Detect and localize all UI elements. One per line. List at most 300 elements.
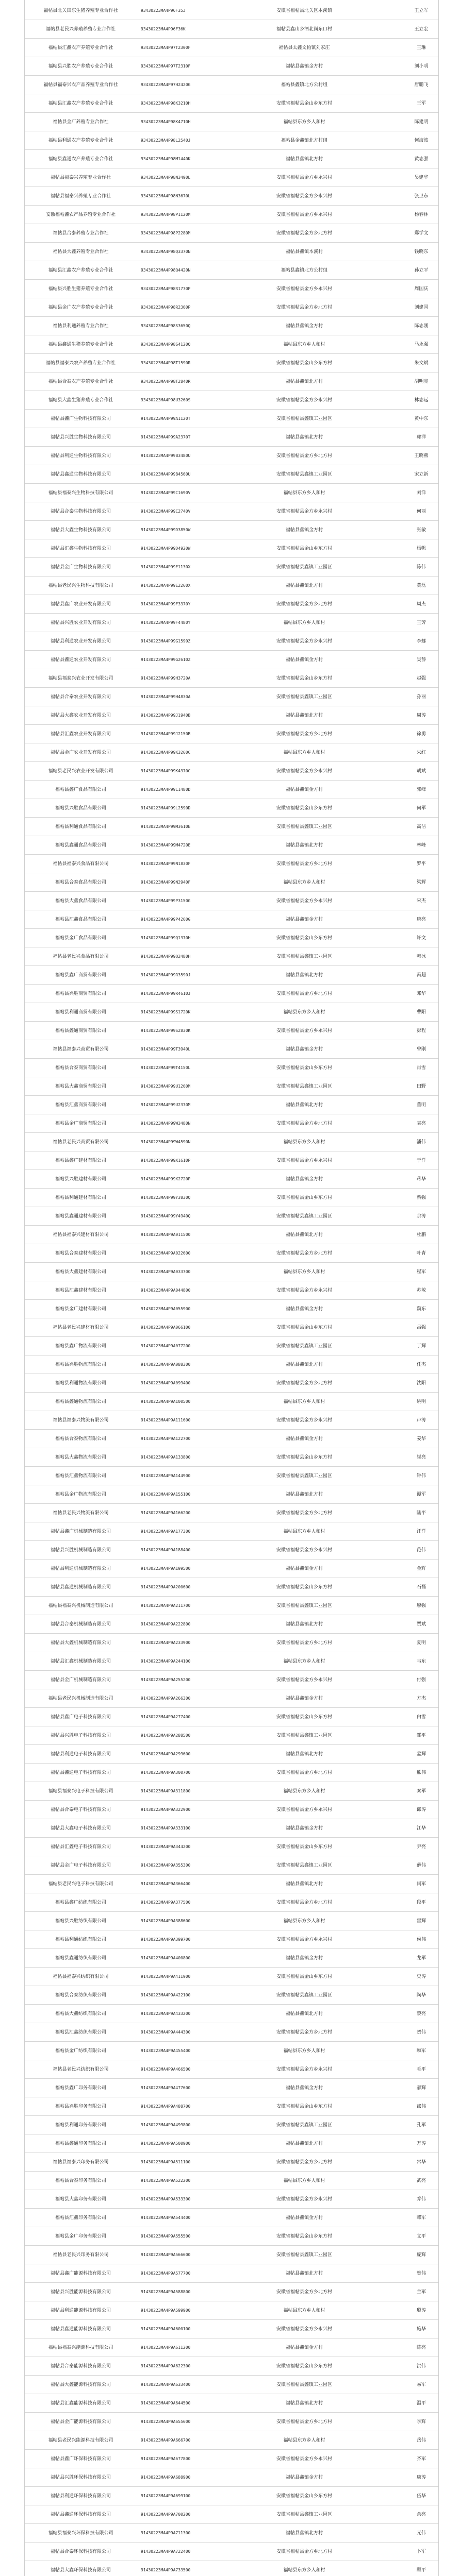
legal-representative: 温平 [416, 2400, 426, 2405]
legal-representative: 郭峰 [416, 786, 426, 792]
company-address: 福帖县鑫镇金方村 [285, 1955, 323, 1960]
credit-code: 91430223MA4P99Y4940Q [141, 1213, 191, 1218]
credit-code: 93430223MA4P98P2280M [141, 230, 191, 235]
table-row [25, 2394, 438, 2413]
legal-representative: 张敏 [416, 527, 426, 532]
company-name: 福帖县合泰农产养殖专业合作社 [48, 378, 113, 384]
credit-code: 91430223MA4P9A122700 [141, 1436, 191, 1441]
credit-code: 91430223MA4P9A299600 [141, 1751, 191, 1756]
legal-representative: 袁亮 [416, 1120, 426, 1126]
company-address: 福帖县鑫镇金方村 [285, 2084, 323, 2090]
company-name: 福帖县兴胜建材有限公司 [55, 1176, 106, 1181]
credit-code: 91430223MA4P99G2610Z [141, 657, 191, 662]
table-row [25, 595, 438, 614]
credit-code: 91430223MA4P9A422100 [141, 1992, 191, 1997]
legal-representative: 钟伟 [416, 1472, 426, 1478]
legal-representative: 赵强 [416, 675, 426, 681]
credit-code: 91430223MA4P99M3610E [141, 824, 191, 829]
legal-representative: 苏敏 [416, 1287, 426, 1293]
credit-code: 91430223MA4P9A399700 [141, 1937, 191, 1942]
company-address: 福帖县东方乡人和村 [283, 2567, 325, 2572]
company-name: 福帖县福泰兴建材有限公司 [53, 1231, 109, 1237]
credit-code: 91430223MA4P99Q2480H [141, 954, 191, 959]
legal-representative: 康涛 [416, 2474, 426, 2480]
legal-representative: 黄志强 [414, 156, 429, 161]
credit-code: 93430223MA4P98T1590R [141, 360, 191, 365]
company-name: 福帖县福泰兴环保科技有限公司 [48, 2530, 113, 2535]
company-address: 福帖县鑫镇北方村 [285, 1101, 323, 1107]
company-name: 福帖县老民兴农业开发有限公司 [48, 768, 113, 773]
table-row [25, 353, 438, 372]
table-row [25, 1615, 438, 1634]
company-name: 福帖县大鑫生猪养殖专业合作社 [48, 397, 113, 402]
company-address: 福帖县鑫镇北方村 [285, 1751, 323, 1756]
credit-code: 91430223MA4P99B3480U [141, 453, 191, 458]
table-row [25, 1448, 438, 1467]
legal-representative: 殷涛 [416, 2307, 426, 2313]
credit-code: 91430223MA4P9A677800 [141, 2456, 191, 2461]
company-address: 福帖县鑫镇金方村 [285, 1046, 323, 1052]
company-name: 福帖县利通环保科技有限公司 [50, 2493, 111, 2498]
company-address: 安徽省福帖县金方乡永兴村 [276, 1157, 332, 1163]
company-address: 安徽省福帖县金方乡永兴村 [276, 2066, 332, 2072]
credit-code: 91430223MA4P9A433200 [141, 2011, 191, 2016]
legal-representative: 李娜 [416, 638, 426, 643]
legal-representative: 季辉 [416, 2418, 426, 2424]
company-name: 福帖县合泰电子科技有限公司 [50, 1806, 111, 1812]
table-row [25, 2523, 438, 2543]
credit-code: 91430223MA4P99T4150L [141, 1065, 191, 1070]
credit-code: 91430223MA4P9A199500 [141, 1566, 191, 1571]
credit-code: 93430223MA4P98Q4420N [141, 267, 191, 273]
company-name: 福帖县利通能源科技有限公司 [50, 2307, 111, 2313]
table-row [25, 632, 438, 651]
company-address: 安徽省福帖县金方乡北方村 [276, 1510, 332, 1515]
credit-code: 91430223MA4P99Q1370H [141, 935, 191, 940]
company-address: 安徽省福帖县金山乡东方村 [276, 805, 332, 810]
legal-representative: 宋杰 [416, 897, 426, 903]
credit-code: 91430223MA4P9A722400 [141, 2549, 191, 2554]
company-name: 福帖县大鑫建材有限公司 [55, 1268, 106, 1274]
table-row [25, 1207, 438, 1226]
legal-representative: 王晓燕 [414, 452, 429, 458]
legal-representative: 马永强 [414, 341, 429, 347]
company-name: 福帖县鑫广机械制造有限公司 [50, 1528, 111, 1534]
company-address: 福帖县东方乡人和村 [283, 749, 325, 755]
company-name: 福帖县合泰纺织有限公司 [55, 1992, 106, 1997]
company-address: 福帖县东方乡人和村 [283, 2047, 325, 2053]
table-row [25, 1670, 438, 1689]
company-name: 福帖县合泰建材有限公司 [55, 1250, 106, 1256]
credit-code: 91430223MA4P9A266300 [141, 1696, 191, 1701]
table-row [25, 1578, 438, 1597]
company-name: 福帖县鑫广建材有限公司 [55, 1157, 106, 1163]
company-name: 福帖县汇鑫农产养殖专业合作社 [48, 267, 113, 273]
company-address: 安徽省福帖县金方乡北方村 [276, 452, 332, 458]
credit-code: 91430223MA4P9A477600 [141, 2085, 191, 2090]
legal-representative: 田野 [416, 1083, 426, 1089]
company-name: 福帖县福泰兴农业开发有限公司 [48, 675, 113, 681]
company-name: 福帖县福泰兴食品有限公司 [53, 860, 109, 866]
table-row [25, 2486, 438, 2505]
company-name: 福帖县福泰兴农产养殖专业合作社 [45, 360, 116, 365]
company-address: 安徽省福帖县金山乡东方村 [276, 545, 332, 551]
company-address: 安徽省福帖县金山乡东方村 [276, 1973, 332, 1979]
company-name: 福帖县兴胜机械制造有限公司 [50, 1547, 111, 1552]
table-row [25, 1114, 438, 1133]
company-address: 福帖县鑫镇北方村 [285, 2530, 323, 2535]
company-name: 福帖县大鑫印务有限公司 [55, 2196, 106, 2201]
company-address: 安徽省福帖县鑫镇工业园区 [276, 953, 332, 959]
table-row [25, 910, 438, 929]
company-address: 福帖县东方乡人和村 [283, 1398, 325, 1404]
legal-representative: 侯伟 [416, 1936, 426, 1942]
legal-representative: 施华 [416, 2326, 426, 2331]
company-name: 福帖县老民兴养殖养殖专业合作社 [45, 26, 116, 31]
table-row [25, 1095, 438, 1114]
credit-code: 91430223MA4P99A2370T [141, 434, 191, 439]
legal-representative: 汪洋 [416, 1528, 426, 1534]
table-row [25, 2023, 438, 2042]
company-name: 福帖县鑫通电子科技有限公司 [50, 1769, 111, 1775]
company-address: 安徽省福帖县金方乡永兴村 [276, 1676, 332, 1682]
company-name: 福帖县鑫通纺织有限公司 [55, 1955, 106, 1960]
table-row [25, 576, 438, 595]
credit-code: 91430223MA4P9A244100 [141, 1658, 191, 1664]
credit-code: 91430223MA4P99U2370M [141, 1102, 191, 1107]
table-row [25, 2208, 438, 2227]
legal-representative: 吴静 [416, 656, 426, 662]
company-address: 安徽省福帖县鑫镇工业园区 [276, 2251, 332, 2257]
company-name: 福帖县鑫广纺织有限公司 [55, 1899, 106, 1905]
company-address: 安徽省福帖县金方乡永兴村 [276, 1547, 332, 1552]
company-name: 福帖县鑫广能源科技有限公司 [50, 2270, 111, 2276]
credit-code: 91430223MA4P9A211700 [141, 1603, 191, 1608]
company-address: 福帖县鑫镇北方村 [285, 156, 323, 161]
table-row [25, 2338, 438, 2357]
legal-representative: 段平 [416, 1899, 426, 1905]
legal-representative: 陈志刚 [414, 323, 429, 328]
table-row [25, 1540, 438, 1560]
company-address: 福帖县东方乡人和村 [283, 1658, 325, 1664]
company-name: 福帖县利通建材有限公司 [55, 1194, 106, 1200]
table-row [25, 2171, 438, 2190]
company-address: 福帖县东方乡人和村 [283, 1788, 325, 1793]
credit-code: 91430223MA4P9A511100 [141, 2159, 191, 2164]
company-name: 福帖县北关田东生猪养殖专业合作社 [43, 7, 118, 13]
table-row [25, 1819, 438, 1838]
legal-representative: 郭洋 [416, 434, 426, 439]
legal-representative: 周国庆 [414, 285, 429, 291]
legal-representative: 程军 [416, 1268, 426, 1274]
table-row [25, 1466, 438, 1485]
table-row [25, 2153, 438, 2172]
company-name: 福帖县福泰兴能源科技有限公司 [48, 2344, 113, 2350]
legal-representative: 兰军 [416, 2289, 426, 2294]
company-address: 安徽省福帖县鑫镇工业园区 [276, 1992, 332, 1997]
legal-representative: 韩冰 [416, 953, 426, 959]
legal-representative: 许文 [416, 935, 426, 940]
company-name: 福帖县利通机械制造有限公司 [50, 1565, 111, 1571]
table-row [25, 1132, 438, 1151]
company-address: 福帖县鑫镇北方村 [285, 2140, 323, 2146]
company-name: 福帖县利通食品有限公司 [55, 823, 106, 829]
company-address: 福帖县鑫镇北方村 [285, 582, 323, 588]
company-name: 福帖县兴胜食品有限公司 [55, 805, 106, 810]
credit-code: 93430223MA4P98S4120Q [141, 342, 191, 347]
company-name: 福帖县金广纺织有限公司 [55, 2047, 106, 2053]
company-address: 安徽省福帖县鑫镇工业园区 [276, 1862, 332, 1868]
company-name: 福帖县金广印务有限公司 [55, 2233, 106, 2239]
company-address: 安徽省福帖县鑫镇工业园区 [276, 1213, 332, 1218]
legal-representative: 贾斌 [416, 1621, 426, 1626]
table-row [25, 2412, 438, 2431]
legal-representative: 孙立平 [414, 267, 429, 273]
table-row [25, 2245, 438, 2264]
credit-code: 91430223MA4P9A588800 [141, 2289, 191, 2294]
company-address: 安徽省福帖县金方乡永兴村 [276, 508, 332, 514]
credit-code: 91430223MA4P9A711300 [141, 2530, 191, 2535]
company-name: 福帖县利通农业开发有限公司 [50, 638, 111, 643]
company-address: 安徽省福帖县金山乡东方村 [276, 2363, 332, 2368]
legal-representative: 王芳 [416, 619, 426, 625]
company-name: 福帖县老民兴建材有限公司 [53, 1324, 109, 1330]
company-address: 福帖县鑫镇北方村 [285, 2400, 323, 2405]
company-name: 福帖县鑫广物流有限公司 [55, 1343, 106, 1348]
company-name: 福帖县金广物流有限公司 [55, 1491, 106, 1497]
company-name: 福帖县兴胜物流有限公司 [55, 1361, 106, 1367]
company-name: 福帖县利通养殖专业合作社 [53, 323, 109, 328]
credit-code: 91430223MA4P99C2740V [141, 509, 191, 514]
table-row [25, 2134, 438, 2153]
table-row [25, 1281, 438, 1300]
company-name: 福帖县鑫通食品有限公司 [55, 842, 106, 848]
company-address: 安徽省福帖县金方乡北方村 [276, 601, 332, 606]
credit-code: 91430223MA4P99P3150G [141, 898, 191, 903]
table-row [25, 1225, 438, 1244]
company-address: 安徽省福帖县鑫镇工业园区 [276, 1602, 332, 1608]
credit-code: 91430223MA4P99X2720P [141, 1176, 191, 1181]
legal-representative: 卜军 [416, 2548, 426, 2554]
company-address: 福帖县鑫镇北方公村组 [281, 81, 327, 87]
table-row [25, 2468, 438, 2487]
company-name: 福帖县汇鑫食品有限公司 [55, 916, 106, 922]
table-row [25, 669, 438, 688]
table-row [25, 724, 438, 743]
legal-representative: 江华 [416, 1825, 426, 1831]
table-row [25, 483, 438, 502]
table-row [25, 687, 438, 706]
company-address: 安徽省福帖县金方乡永兴村 [276, 768, 332, 773]
table-row [25, 891, 438, 910]
legal-representative: 范伟 [416, 1547, 426, 1552]
credit-code: 91430223MA4P99D4920W [141, 546, 191, 551]
company-name: 福帖县鑫广印务有限公司 [55, 2084, 106, 2090]
table-row [25, 1689, 438, 1708]
legal-representative: 孔军 [416, 2122, 426, 2127]
table-row [25, 2357, 438, 2376]
credit-code: 91430223MA4P9A044800 [141, 1287, 191, 1293]
company-name: 福帖县鑫通环保科技有限公司 [50, 2511, 111, 2517]
credit-code: 93430223MA4P98N3490L [141, 175, 191, 180]
company-name: 福帖县大鑫农业开发有限公司 [50, 712, 111, 718]
company-address: 福帖县东方乡人和村 [283, 1918, 325, 1923]
company-address: 福帖县鑫镇金方村 [285, 2344, 323, 2350]
table-row [25, 1633, 438, 1652]
credit-code: 91430223MA4P9A400800 [141, 1955, 191, 1960]
credit-code: 93430223MA4P98L2540J [141, 138, 191, 143]
company-address: 福帖县鑫镇北方村 [285, 378, 323, 384]
credit-code: 93430223MA4P98Q3370N [141, 249, 191, 254]
company-name: 福帖县福泰兴农产品养殖专业合作社 [43, 81, 118, 87]
table-row [25, 817, 438, 836]
credit-code: 91430223MA4P9A144900 [141, 1473, 191, 1478]
company-address: 福帖县鑫镇北方村 [285, 2010, 323, 2016]
company-name: 福帖县金广建材有限公司 [55, 1306, 106, 1311]
company-name: 福帖县鑫通商贸有限公司 [55, 1027, 106, 1033]
legal-representative: 曹阳 [416, 1009, 426, 1014]
company-address: 福帖县东方乡人和村 [283, 2437, 325, 2443]
credit-code: 91430223MA4P99N2940F [141, 879, 191, 885]
legal-representative: 陆平 [416, 1510, 426, 1515]
credit-code: 93430223MA4P98P1120M [141, 212, 191, 217]
legal-representative: 梁辉 [416, 879, 426, 885]
legal-representative: 邵伟 [416, 2103, 426, 2109]
company-name: 福帖县兴胜生物科技有限公司 [50, 434, 111, 439]
legal-representative: 何丽 [416, 508, 426, 514]
company-address: 安徽省福帖县金山乡东方村 [276, 1843, 332, 1849]
company-name: 福帖县兴胜商贸有限公司 [55, 990, 106, 996]
legal-representative: 唐鹏飞 [414, 81, 429, 87]
table-row [25, 2282, 438, 2301]
company-address: 安徽省福帖县金山乡东方村 [276, 2103, 332, 2109]
company-address: 福帖县鑫镇金方村 [285, 1565, 323, 1571]
table-row [25, 1374, 438, 1393]
company-address: 安徽省福帖县金方乡北方村 [276, 1380, 332, 1385]
company-address: 福帖县东方乡人和村 [283, 2177, 325, 2183]
legal-representative: 赖军 [416, 2214, 426, 2220]
company-address: 福帖县鑫镇金方村 [285, 63, 323, 69]
table-row [25, 279, 438, 298]
credit-code: 91430223MA4P99F3370Y [141, 601, 191, 606]
company-address: 福帖县鑫镇金方村 [285, 916, 323, 922]
legal-representative: 沈阳 [416, 1380, 426, 1385]
company-name: 福帖县鑫广电子科技有限公司 [50, 1714, 111, 1719]
table-row [25, 261, 438, 280]
company-name: 福帖县汇鑫物流有限公司 [55, 1472, 106, 1478]
credit-code: 91430223MA4P9A055900 [141, 1306, 191, 1311]
company-address: 安徽省福帖县鑫镇工业园区 [276, 1732, 332, 1738]
company-address: 福帖县鑫山乡泗北岗东口村 [276, 26, 332, 31]
legal-representative: 薛伟 [416, 1862, 426, 1868]
company-address: 福帖县东方乡人和村 [283, 879, 325, 885]
legal-representative: 乔伟 [416, 2196, 426, 2201]
company-name: 福帖县福泰兴纺织有限公司 [53, 1973, 109, 1979]
company-name: 福帖县合泰食品有限公司 [55, 879, 106, 885]
legal-representative: 宋立新 [414, 471, 429, 477]
company-name: 福帖县汇鑫生物科技有限公司 [50, 545, 111, 551]
company-name: 福帖县兴胜生猪养殖专业合作社 [48, 285, 113, 291]
credit-code: 91430223MA4P99S2830K [141, 1028, 191, 1033]
company-address: 安徽省福帖县金方乡北方村 [276, 1639, 332, 1645]
company-name: 福帖县鑫通农产养殖专业合作社 [48, 156, 113, 161]
table-row [25, 1596, 438, 1615]
company-name: 福帖县利通纺织有限公司 [55, 1936, 106, 1942]
company-address: 安徽省福帖县金方乡北方村 [276, 2029, 332, 2035]
company-address: 安徽省福帖县金山乡东方村 [276, 935, 332, 940]
company-name: 福帖县金广食品有限公司 [55, 935, 106, 940]
company-address: 安徽省福帖县金方乡永兴村 [276, 285, 332, 291]
company-name: 福帖县大鑫食品有限公司 [55, 897, 106, 903]
company-name: 福帖县老民兴能源科技有限公司 [48, 2437, 113, 2443]
company-name: 福帖县汇鑫农业开发有限公司 [50, 731, 111, 736]
credit-code: 91430223MA4P9A322900 [141, 1807, 191, 1812]
company-address: 安徽省福帖县金山乡东方村 [276, 1714, 332, 1719]
legal-representative: 王立军 [414, 7, 429, 13]
company-address: 福帖县鑫镇北方村 [285, 2270, 323, 2276]
company-name: 福帖县大鑫电子科技有限公司 [50, 1825, 111, 1831]
legal-representative: 蔡强 [416, 1194, 426, 1200]
company-address: 安徽省福帖县鑫镇工业园区 [276, 564, 332, 569]
legal-representative: 武亮 [416, 2177, 426, 2183]
company-address: 福帖县鑫镇北方村 [285, 1880, 323, 1886]
company-name: 福帖县汇鑫建材有限公司 [55, 1287, 106, 1293]
credit-code: 91430223MA4P9A011500 [141, 1232, 191, 1237]
legal-representative: 方杰 [416, 1695, 426, 1701]
company-name: 福帖县福泰兴物流有限公司 [53, 1417, 109, 1422]
company-name: 福帖县福泰兴电子科技有限公司 [48, 1788, 113, 1793]
legal-representative: 王立宏 [414, 26, 429, 31]
company-name: 福帖县金广电子科技有限公司 [50, 1862, 111, 1868]
company-address: 安徽省福帖县鑫镇工业园区 [276, 471, 332, 477]
company-address: 福帖县鑫镇金方村 [285, 527, 323, 532]
legal-representative: 于洋 [416, 1157, 426, 1163]
legal-representative: 万涛 [416, 2140, 426, 2146]
company-address: 安徽省福帖县金方乡永兴村 [276, 2455, 332, 2461]
legal-representative: 潘伟 [416, 1139, 426, 1144]
legal-representative: 金辉 [416, 1565, 426, 1571]
company-address: 安徽省福帖县金方乡永兴村 [276, 1027, 332, 1033]
table-row [25, 1837, 438, 1856]
table-row [25, 1911, 438, 1930]
credit-code: 91430223MA4P9A555500 [141, 2233, 191, 2239]
table-row [25, 372, 438, 391]
credit-code: 91430223MA4P99L1480D [141, 787, 191, 792]
credit-code: 91430223MA4P99L2590D [141, 805, 191, 810]
company-address: 安徽省福帖县鑫镇工业园区 [276, 2122, 332, 2127]
table-row [25, 2097, 438, 2116]
table-row [25, 1058, 438, 1077]
legal-representative: 闫军 [416, 1880, 426, 1886]
company-name: 福帖县合泰商贸有限公司 [55, 1064, 106, 1070]
credit-code: 91430223MA4P99U1260M [141, 1083, 191, 1089]
company-name: 福帖县利通商贸有限公司 [55, 1009, 106, 1014]
legal-representative: 杨帆 [416, 545, 426, 551]
company-name: 福帖县利通物流有限公司 [55, 1380, 106, 1385]
legal-representative: 廖强 [416, 1602, 426, 1608]
credit-code: 93430223MA4P98S3650Q [141, 323, 191, 328]
legal-representative: 何海波 [414, 137, 429, 143]
legal-representative: 贺伟 [416, 2029, 426, 2035]
table-row [25, 539, 438, 558]
legal-representative: 肖雪 [416, 1064, 426, 1070]
company-address: 福帖县鑫镇金方村 [285, 786, 323, 792]
credit-code: 93430223MA4P97T2310F [141, 63, 191, 69]
company-name: 福帖县汇鑫商贸有限公司 [55, 1101, 106, 1107]
legal-representative: 曾刚 [416, 1046, 426, 1052]
legal-representative: 钱晓东 [414, 248, 429, 254]
credit-code: 91430223MA4P99D3850W [141, 527, 191, 532]
